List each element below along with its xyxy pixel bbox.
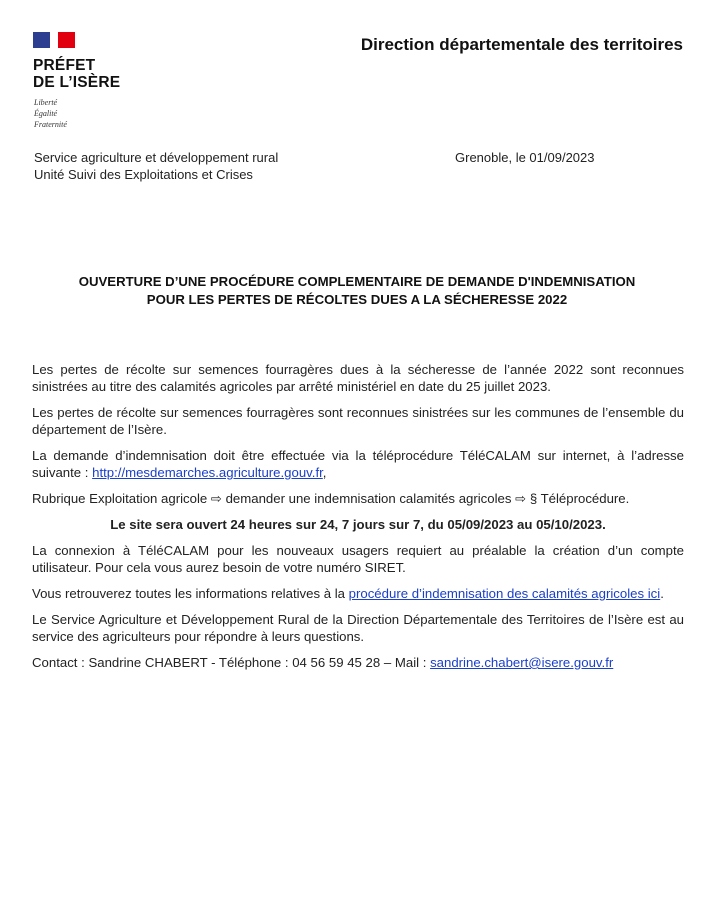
paragraph-text: Vous retrouverez toutes les informations relatives à la — [32, 586, 349, 601]
document-title — [0, 273, 714, 309]
title-line: OUVERTURE D’UNE PROCÉDURE COMPLEMENTAIRE DE DEMANDE D'INDEMNISATION — [78, 274, 636, 289]
place-date: Grenoble, le 01/09/2023 — [455, 150, 595, 165]
title-line: POUR LES PERTES DE RÉCOLTES DUES A LA SÉCHERESSE 2022 — [146, 292, 568, 307]
paragraph: Les pertes de récolte sur semences fourragères sont reconnues sinistrées sur les communes de l’ensemble du département de l’Isère. — [32, 405, 684, 437]
motto-line: Égalité — [34, 109, 58, 118]
direction-heading: Direction départementale des territoires — [360, 35, 683, 54]
email-link[interactable]: sandrine.chabert@isere.gouv.fr — [430, 655, 614, 670]
paragraph-text: , — [322, 465, 327, 480]
service-block — [34, 149, 278, 183]
logo-line: DE L’ISÈRE — [33, 74, 121, 91]
paragraph: Rubrique Exploitation agricole ⇨ demander une indemnisation calamités agricoles ⇨ § Téléprocédure. — [32, 491, 630, 506]
document-body — [32, 361, 684, 680]
paragraph-text: . — [660, 586, 664, 601]
prefet-logo-text — [33, 57, 120, 91]
motto-line: Liberté — [34, 98, 58, 107]
mesdemarches-link[interactable]: http://mesdemarches.agriculture.gouv.fr — [92, 465, 323, 480]
paragraph: Le Service Agriculture et Développement Rural de la Direction Départementale des Territoires de l’Isère est au service des agriculteurs pour répondre à leurs questions. — [32, 612, 684, 644]
opening-dates-paragraph: Le site sera ouvert 24 heures sur 24, 7 jours sur 7, du 05/09/2023 au 05/10/2023. — [110, 517, 606, 532]
logo-line: PRÉFET — [33, 57, 96, 74]
motto-line: Fraternité — [34, 120, 67, 129]
motto — [34, 97, 67, 130]
paragraph-text: Contact : Sandrine CHABERT - Téléphone : 04 56 59 45 28 – Mail : — [32, 655, 431, 670]
paragraph — [32, 447, 684, 481]
service-line: Service agriculture et développement rural — [34, 150, 279, 165]
republique-francaise-flag-logo — [33, 32, 75, 48]
service-line: Unité Suivi des Exploitations et Crises — [34, 167, 253, 182]
paragraph: La connexion à TéléCALAM pour les nouveaux usagers requiert au préalable la création d’un compte utilisateur. Pour cela vous aurez besoin de votre numéro SIRET. — [32, 543, 684, 575]
paragraph — [32, 585, 684, 602]
paragraph-text: La demande d’indemnisation doit être effectuée via la téléprocédure TéléCALAM sur internet, à l’adresse suivante : — [32, 448, 684, 480]
paragraph: Les pertes de récolte sur semences fourragères dues à la sécheresse de l’année 2022 sont reconnues sinistrées au titre des calamités agricoles par arrêté ministériel en date du 25 juillet 2023. — [32, 362, 684, 394]
procedure-link[interactable]: procédure d’indemnisation des calamités agricoles ici — [348, 586, 661, 601]
contact-paragraph — [32, 654, 684, 671]
